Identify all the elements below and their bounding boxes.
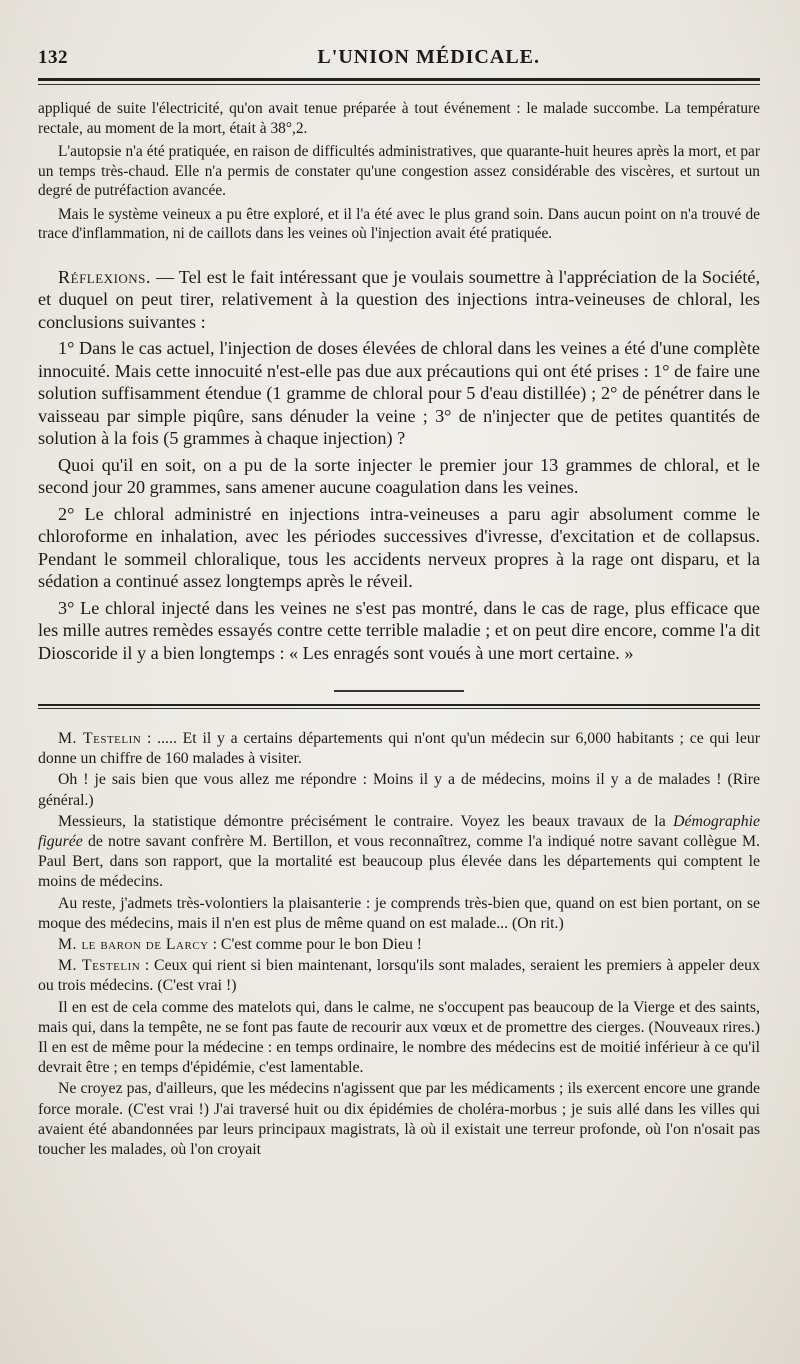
conclusion-paragraph: 2° Le chloral administré en injections intra-veineuses a paru agir absolument comme le chloroforme en inhalation, avec les périodes successives d'ivresse, d'excitation et de collapsus. Pendant le sommeil chloralique, tous les accidents nerveux propres à la rage ont disparu, et la sédation a continué assez longtemps après le réveil. bbox=[38, 503, 760, 591]
speech-text: : ..... Et il y a certains départements qui n'ont qu'un médecin sur 6,000 habitants ; ce qui leur donne un chiffre de 160 malades à visiter. bbox=[38, 730, 760, 768]
speech-paragraph: Il en est de cela comme des matelots qui, dans le calme, ne s'occupent pas beaucoup de la Vierge et des saints, mais qui, dans la tempête, ne se font pas faute de recourir aux vœux et de promettre des cierges. (Nouveaux rires.) Il en est de même pour la médecine : en temps ordinaire, le nombre des médecins est de moitié inférieur à ce qu'il devrait être ; en temps d'épidémie, c'est lamentable. bbox=[38, 998, 760, 1077]
speech-paragraph: Oh ! je sais bien que vous allez me répondre : Moins il y a de médecins, moins il y a de malades ! (Rire général.) bbox=[38, 771, 760, 809]
running-title: L'UNION MÉDICALE. bbox=[317, 46, 540, 68]
paragraph: L'autopsie n'a été pratiquée, en raison de difficultés administratives, que quarante-huit heures après la mort, et par un temps très-chaud. Elle n'a permis de constater qu'une congestion assez considérable des viscères, et surtout un degré de putréfaction avancée. bbox=[38, 143, 760, 199]
conclusion-paragraph: Quoi qu'il en soit, on a pu de la sorte injecter le premier jour 13 grammes de chloral, et le second jour 20 grammes, sans amener aucune coagulation dans les veines. bbox=[38, 454, 760, 497]
reflexions-section bbox=[38, 266, 760, 665]
publication-title: Démographie figurée bbox=[38, 812, 760, 851]
header-rule bbox=[38, 78, 760, 81]
debate-section bbox=[38, 729, 760, 1160]
speaker-name: M. Testelin bbox=[58, 957, 141, 975]
speech-paragraph: Messieurs, la statistique démontre précisément le contraire. Voyez les beaux travaux de la Démographie figurée de notre savant confrère M. Bertillon, et vous reconnaîtrez, comme l'a indiqué notre savant collègue M. Paul Bert, dans son rapport, que la mortalité est beaucoup plus élevée dans les départements qui comptent le moins de médecins. bbox=[38, 812, 760, 891]
paragraph: appliqué de suite l'électricité, qu'on avait tenue préparée à tout événement : le malade succombe. La température rectale, au moment de la mort, était à 38°,2. bbox=[38, 100, 760, 137]
header-rule-thin bbox=[38, 84, 760, 85]
speaker-name: M. le baron de Larcy bbox=[58, 936, 209, 954]
section-divider bbox=[334, 690, 464, 692]
speaker-name: M. Testelin bbox=[58, 730, 142, 747]
speech-text: : C'est comme pour le bon Dieu ! bbox=[208, 936, 423, 954]
speech-paragraph: Au reste, j'admets très-volontiers la plaisanterie : je comprends très-bien que, quand on est bien portant, on se moque des médecins, mais il n'en est plus de même quand on est malade... (On rit.) bbox=[38, 894, 760, 932]
page-header bbox=[38, 0, 760, 70]
speech-paragraph bbox=[38, 729, 760, 769]
reflexions-paragraph bbox=[38, 266, 760, 334]
case-report-section bbox=[38, 99, 760, 244]
conclusion-paragraph: 1° Dans le cas actuel, l'injection de doses élevées de chloral dans les veines a été d'une complète innocuité. Mais cette innocuité n'est-elle pas due aux précautions qui ont été prises : 1° de faire une solution suffisamment étendue (1 gramme de chloral pour 5 d'eau distillée) ; 2° de pénétrer dans le vaisseau par simple piqûre, sans dénuder la veine ; 3° de n'injecter que de petites quantités de solution à la fois (5 grammes à chaque injection) ? bbox=[38, 338, 760, 448]
reflexions-label: Réflexions. bbox=[58, 266, 151, 287]
speech-paragraph bbox=[38, 956, 760, 996]
double-divider bbox=[38, 704, 760, 709]
speech-paragraph bbox=[38, 935, 760, 955]
reflexions-text: — Tel est le fait intéressant que je voulais soumettre à l'appréciation de la Société, et duquel on peut tirer, relativement à la question des injections intra-veineuses de chloral, les conclusions suivantes : bbox=[38, 266, 760, 332]
speech-paragraph: Ne croyez pas, d'ailleurs, que les médecins n'agissent que par les médicaments ; ils exercent encore une grande force morale. (C'est vrai !) J'ai traversé huit ou dix épidémies de choléra-morbus ; je suis allé dans les villes qui avaient été abandonnées par leurs principaux magistrats, là où il existait une terreur profonde, où l'on n'osait pas toucher les malades, où l'on croyait bbox=[38, 1080, 760, 1159]
conclusion-paragraph: 3° Le chloral injecté dans les veines ne s'est pas montré, dans le cas de rage, plus efficace que les mille autres remèdes essayés contre cette terrible maladie ; et on peut dire encore, comme l'a dit Dioscoride il y a bien longtemps : « Les enragés sont voués à une mort certaine. » bbox=[38, 597, 760, 663]
speech-text: : Ceux qui rient si bien maintenant, lorsqu'ils sont malades, seraient les premiers à appeler deux ou trois médecins. (C'est vrai !) bbox=[38, 957, 760, 995]
paragraph: Mais le système veineux a pu être exploré, et il l'a été avec le plus grand soin. Dans aucun point on n'a trouvé de trace d'inflammation, ni de caillots dans les veines où l'injection avait été pratiquée. bbox=[38, 205, 760, 242]
page-number: 132 bbox=[38, 47, 68, 68]
